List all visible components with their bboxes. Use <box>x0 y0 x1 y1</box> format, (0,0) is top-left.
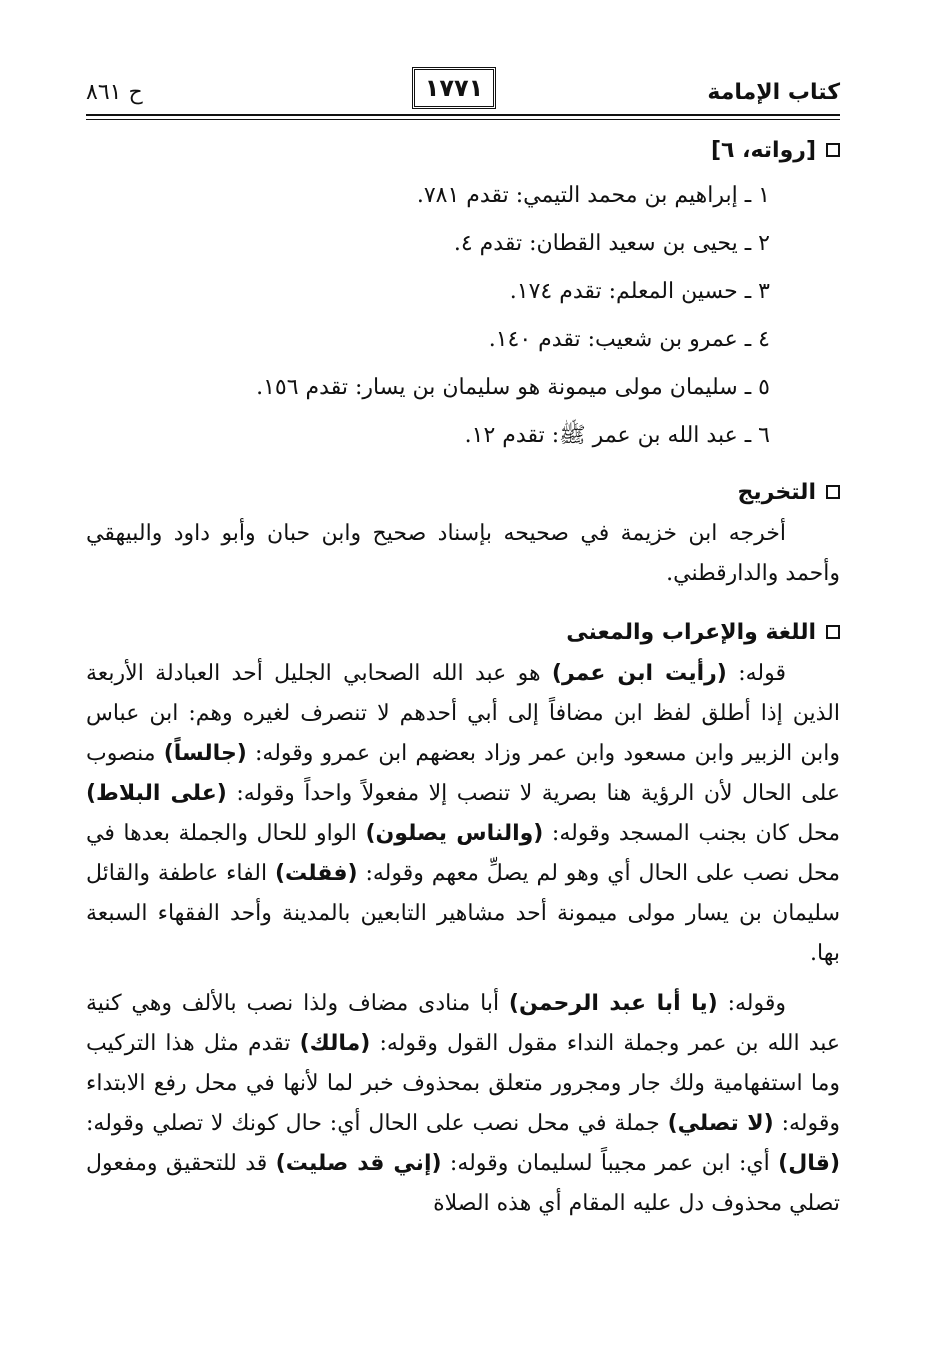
takhrij-paragraph: أخرجه ابن خزيمة في صحيحه بإسناد صحيح وابن حبان وأبو داود والبيهقي وأحمد والدارقطني. <box>86 521 840 586</box>
bold-quote: (فقلت) <box>274 861 358 886</box>
takhrij-heading <box>86 470 840 514</box>
bold-quote: (رأيت ابن عمر) <box>551 661 727 686</box>
narrators-heading <box>86 128 840 172</box>
lugha-paragraph-1 <box>86 654 840 974</box>
text-run: منصوب على الحال لأن الرؤية هنا بصرية لا تنصب إلا مفعولاً واحداً وقوله: <box>86 741 840 806</box>
text-run: هو عبد الله الصحابي الجليل أحد العبادلة الأربعة الذين إذا أطلق لفظ ابن مضافاً إلى أبي أحدهم لا تنصرف لغيره وهم: ابن عباس وابن الزبير وابن مسعود وابن عمر وزاد بعضهم ابن عمرو وقوله: <box>86 661 840 766</box>
text-run: أي: ابن عمر مجيباً لسليمان وقوله: <box>441 1151 779 1176</box>
list-item: ٣ ـ حسين المعلم: تقدم ١٧٤. <box>509 279 770 304</box>
text-run: قد للتحقيق ومفعول تصلي محذوف دل عليه المقام أي هذه الصلاة <box>86 1151 840 1216</box>
checkbox-square-icon <box>826 625 840 639</box>
text-run: محل كان بجنب المسجد وقوله: <box>543 821 841 846</box>
bold-quote: (والناس يصلون) <box>365 821 544 846</box>
narrators-heading-text: [رواته، ٦] <box>710 137 816 163</box>
list-item: ٢ ـ يحيى بن سعيد القطان: تقدم ٤. <box>453 231 770 256</box>
bold-quote: (جالساً) <box>163 741 247 766</box>
page-header <box>0 52 940 122</box>
narrators-list <box>86 172 840 460</box>
header-rule-thick <box>86 114 840 116</box>
bold-quote: (على البلاط) <box>86 781 227 806</box>
checkbox-square-icon <box>826 485 840 499</box>
takhrij-heading-text: التخريج <box>737 479 816 505</box>
text-run: وقوله: <box>717 991 786 1016</box>
list-item: ١ ـ إبراهيم بن محمد التيمي: تقدم ٧٨١. <box>416 183 770 208</box>
bold-quote: (قال) <box>778 1151 841 1176</box>
bold-quote: (إني قد صليت) <box>275 1151 442 1176</box>
page-number-box <box>412 67 496 109</box>
page-number: ١٧٧١ <box>424 74 484 102</box>
header-rule-thin <box>86 119 840 120</box>
list-item: ٦ ـ عبد الله بن عمر ﷺ: تقدم ١٢. <box>464 423 770 448</box>
text-run: تقدم مثل هذا التركيب وما استفهامية ولك جار ومجرور متعلق بمحذوف خبر لما لأنها في محل رفع الابتداء وقوله: <box>86 1031 841 1136</box>
lugha-paragraph-2 <box>86 984 840 1224</box>
hadith-reference: ح ٨٦١ <box>86 80 143 105</box>
list-item: ٥ ـ سليمان مولى ميمونة هو سليمان بن يسار: تقدم ١٥٦. <box>256 375 770 400</box>
lugha-heading-text: اللغة والإعراب والمعنى <box>566 619 816 645</box>
bold-quote: (مالك) <box>299 1031 371 1056</box>
text-run: جملة في محل نصب على الحال أي: حال كونك لا تصلي وقوله: <box>86 1111 668 1136</box>
chapter-title: كتاب الإمامة <box>707 80 840 105</box>
text-run: الفاء عاطفة والقائل سليمان بن يسار مولى ميمونة أحد مشاهير التابعين بالمدينة وأحد الفقهاء السبعة بها. <box>86 861 840 966</box>
text-run: قوله: <box>726 661 786 686</box>
page-body <box>86 128 840 1224</box>
list-item: ٤ ـ عمرو بن شعيب: تقدم ١٤٠. <box>488 327 770 352</box>
lugha-heading <box>86 610 840 654</box>
bold-quote: (يا أبا عبد الرحمن) <box>508 991 718 1016</box>
checkbox-square-icon <box>826 143 840 157</box>
bold-quote: (لا تصلي) <box>667 1111 774 1136</box>
text-run: الواو للحال والجملة بعدها في محل نصب على الحال أي وهو لم يصلِّ معهم وقوله: <box>86 821 840 886</box>
text-run: أبا منادى مضاف ولذا نصب بالألف وهي كنية عبد الله بن عمر وجملة النداء مقول القول وقوله: <box>86 991 841 1056</box>
